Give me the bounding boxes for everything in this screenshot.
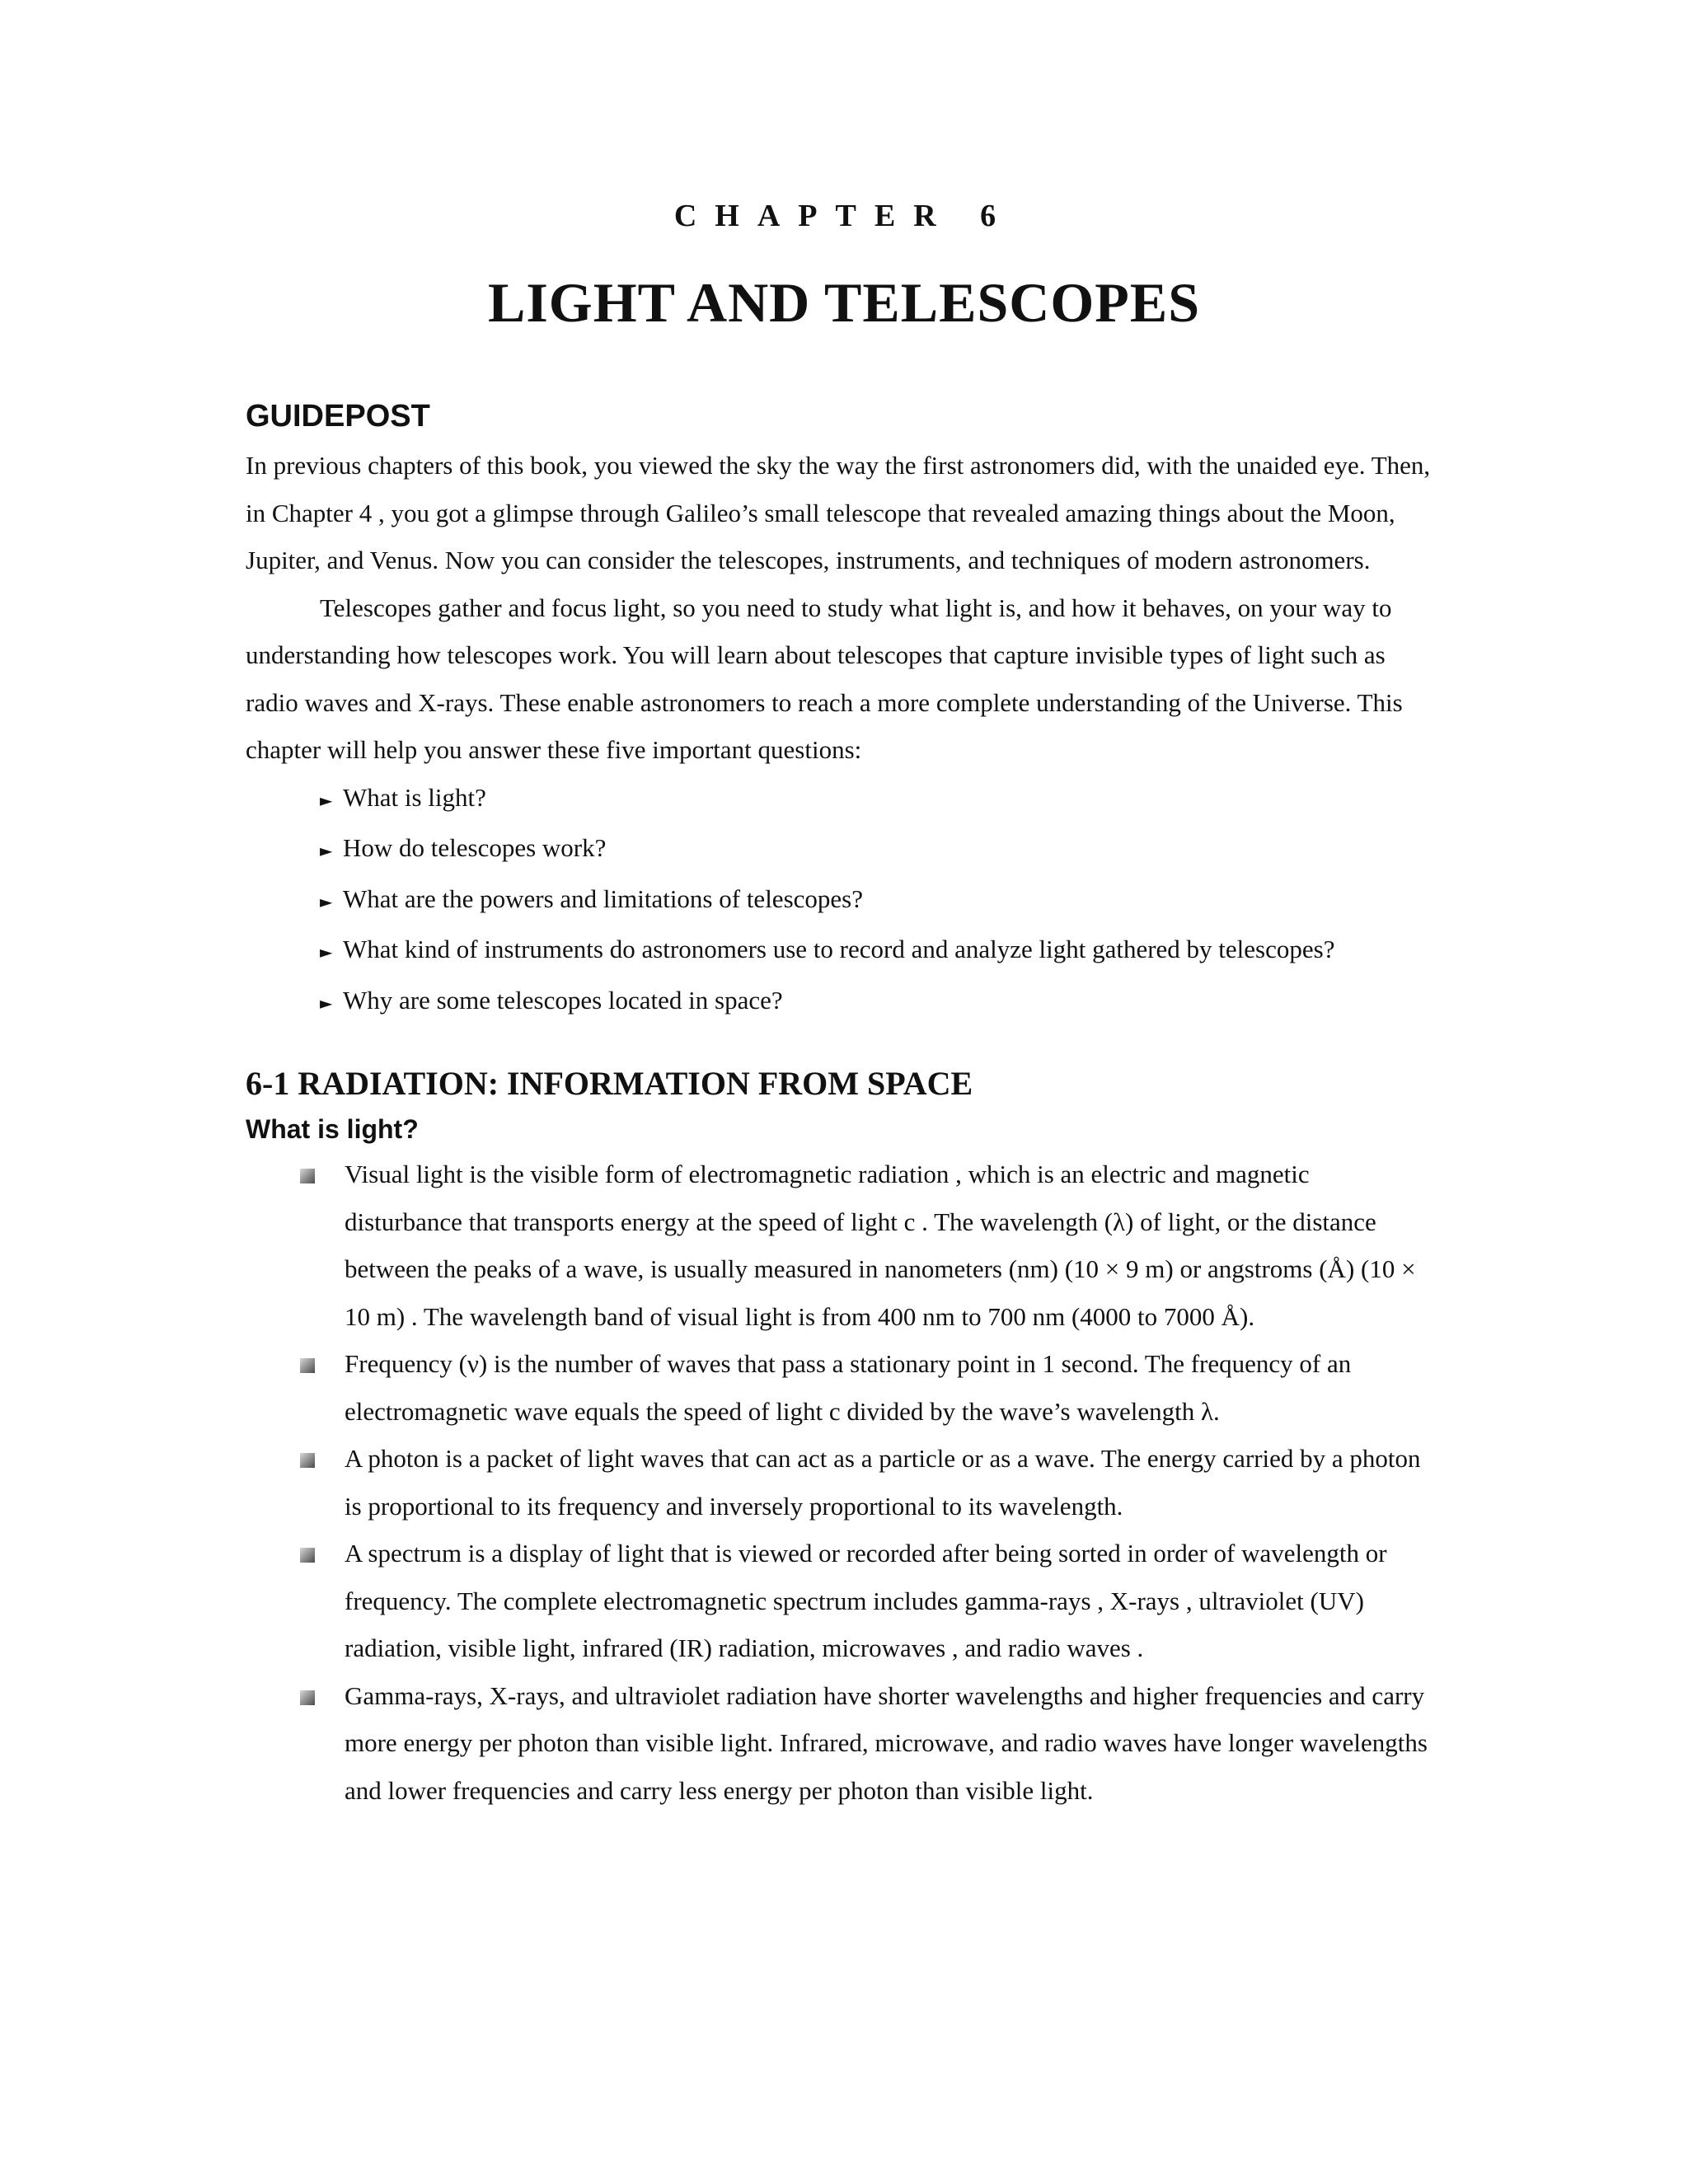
square-bullet-icon	[300, 1672, 345, 1720]
question-item	[320, 774, 1432, 825]
guidepost-heading: GUIDEPOST	[246, 399, 430, 434]
question-text: What is light?	[343, 782, 486, 812]
question-item	[320, 824, 1432, 875]
key-point-item	[300, 1151, 1432, 1340]
key-point-text: Frequency (ν) is the number of waves that pass a stationary point in 1 second. The frequency of an electromagnetic wave equals the speed of light c divided by the wave’s wavelength λ.	[345, 1349, 1352, 1426]
key-point-item	[300, 1672, 1432, 1815]
triangle-bullet-icon: ►	[320, 841, 333, 860]
triangle-bullet-icon: ►	[320, 790, 333, 810]
question-item	[320, 926, 1432, 977]
square-bullet-icon	[300, 1340, 345, 1388]
question-text: Why are some telescopes located in space?	[343, 985, 783, 1015]
question-text: What are the powers and limitations of telescopes?	[343, 883, 863, 913]
key-point-item	[300, 1340, 1432, 1435]
question-text: How do telescopes work?	[343, 833, 607, 862]
key-point-text: Visual light is the visible form of electromagnetic radiation , which is an electric and magnetic disturbance that transports energy at the speed of light c . The wavelength (λ) of light, or the distance between the peaks of a wave, is usually measured in nanometers (nm) (10 × 9 m) or angstroms (Å) (10 × 10 m) . The wavelength band of visual light is from 400 nm to 700 nm (4000 to 7000 Å).	[345, 1160, 1416, 1331]
key-point-item	[300, 1435, 1432, 1530]
triangle-bullet-icon: ►	[320, 942, 333, 962]
key-point-text: A spectrum is a display of light that is viewed or recorded after being sorted in order of wavelength or frequency. The complete electromagnetic spectrum includes gamma-rays , X-rays , ultraviolet (UV) radiation, visible light, infrared (IR) radiation, microwaves , and radio waves .	[345, 1539, 1387, 1662]
section-subheading: What is light?	[246, 1114, 419, 1144]
triangle-bullet-icon: ►	[320, 992, 333, 1013]
triangle-bullet-icon: ►	[320, 891, 333, 912]
square-bullet-icon	[300, 1530, 345, 1577]
chapter-title: LIGHT AND TELESCOPES	[487, 271, 1201, 334]
key-points-list	[246, 1151, 1432, 1814]
section-heading: 6-1 RADIATION: INFORMATION FROM SPACE	[246, 1065, 973, 1102]
question-text: What kind of instruments do astronomers use to record and analyze light gathered by telescopes?	[343, 935, 1335, 963]
question-item	[320, 875, 1432, 926]
page-content	[246, 397, 1432, 1814]
key-point-text: A photon is a packet of light waves that can act as a particle or as a wave. The energy carried by a photon is proportional to its frequency and inversely proportional to its wavelength.	[345, 1444, 1421, 1521]
question-item	[320, 977, 1432, 1028]
square-bullet-icon	[300, 1435, 345, 1483]
chapter-label: CHAPTER 6	[673, 199, 1015, 233]
guidepost-paragraph-1: In previous chapters of this book, you viewed the sky the way the first astronomers did, with the unaided eye. Then, in Chapter 4 , you got a glimpse through Galileo’s small telescope that revealed amazing things about the Moon, Jupiter, and Venus. Now you can consider the telescopes, instruments, and techniques of modern astronomers.	[246, 451, 1431, 574]
square-bullet-icon	[300, 1151, 345, 1198]
questions-list	[246, 774, 1432, 1028]
key-point-text: Gamma-rays, X-rays, and ultraviolet radiation have shorter wavelengths and higher frequencies and carry more energy per photon than visible light. Infrared, microwave, and radio waves have longer wavelengths and lower frequencies and carry less energy per photon than visible light.	[345, 1680, 1428, 1805]
guidepost-paragraph-2: Telescopes gather and focus light, so you need to study what light is, and how it behaves, on your way to understanding how telescopes work. You will learn about telescopes that capture invisible types of light such as radio waves and X-rays. These enable astronomers to reach a more complete understanding of the Universe. This chapter will help you answer these five important questions:	[246, 593, 1403, 764]
key-point-item	[300, 1530, 1432, 1672]
